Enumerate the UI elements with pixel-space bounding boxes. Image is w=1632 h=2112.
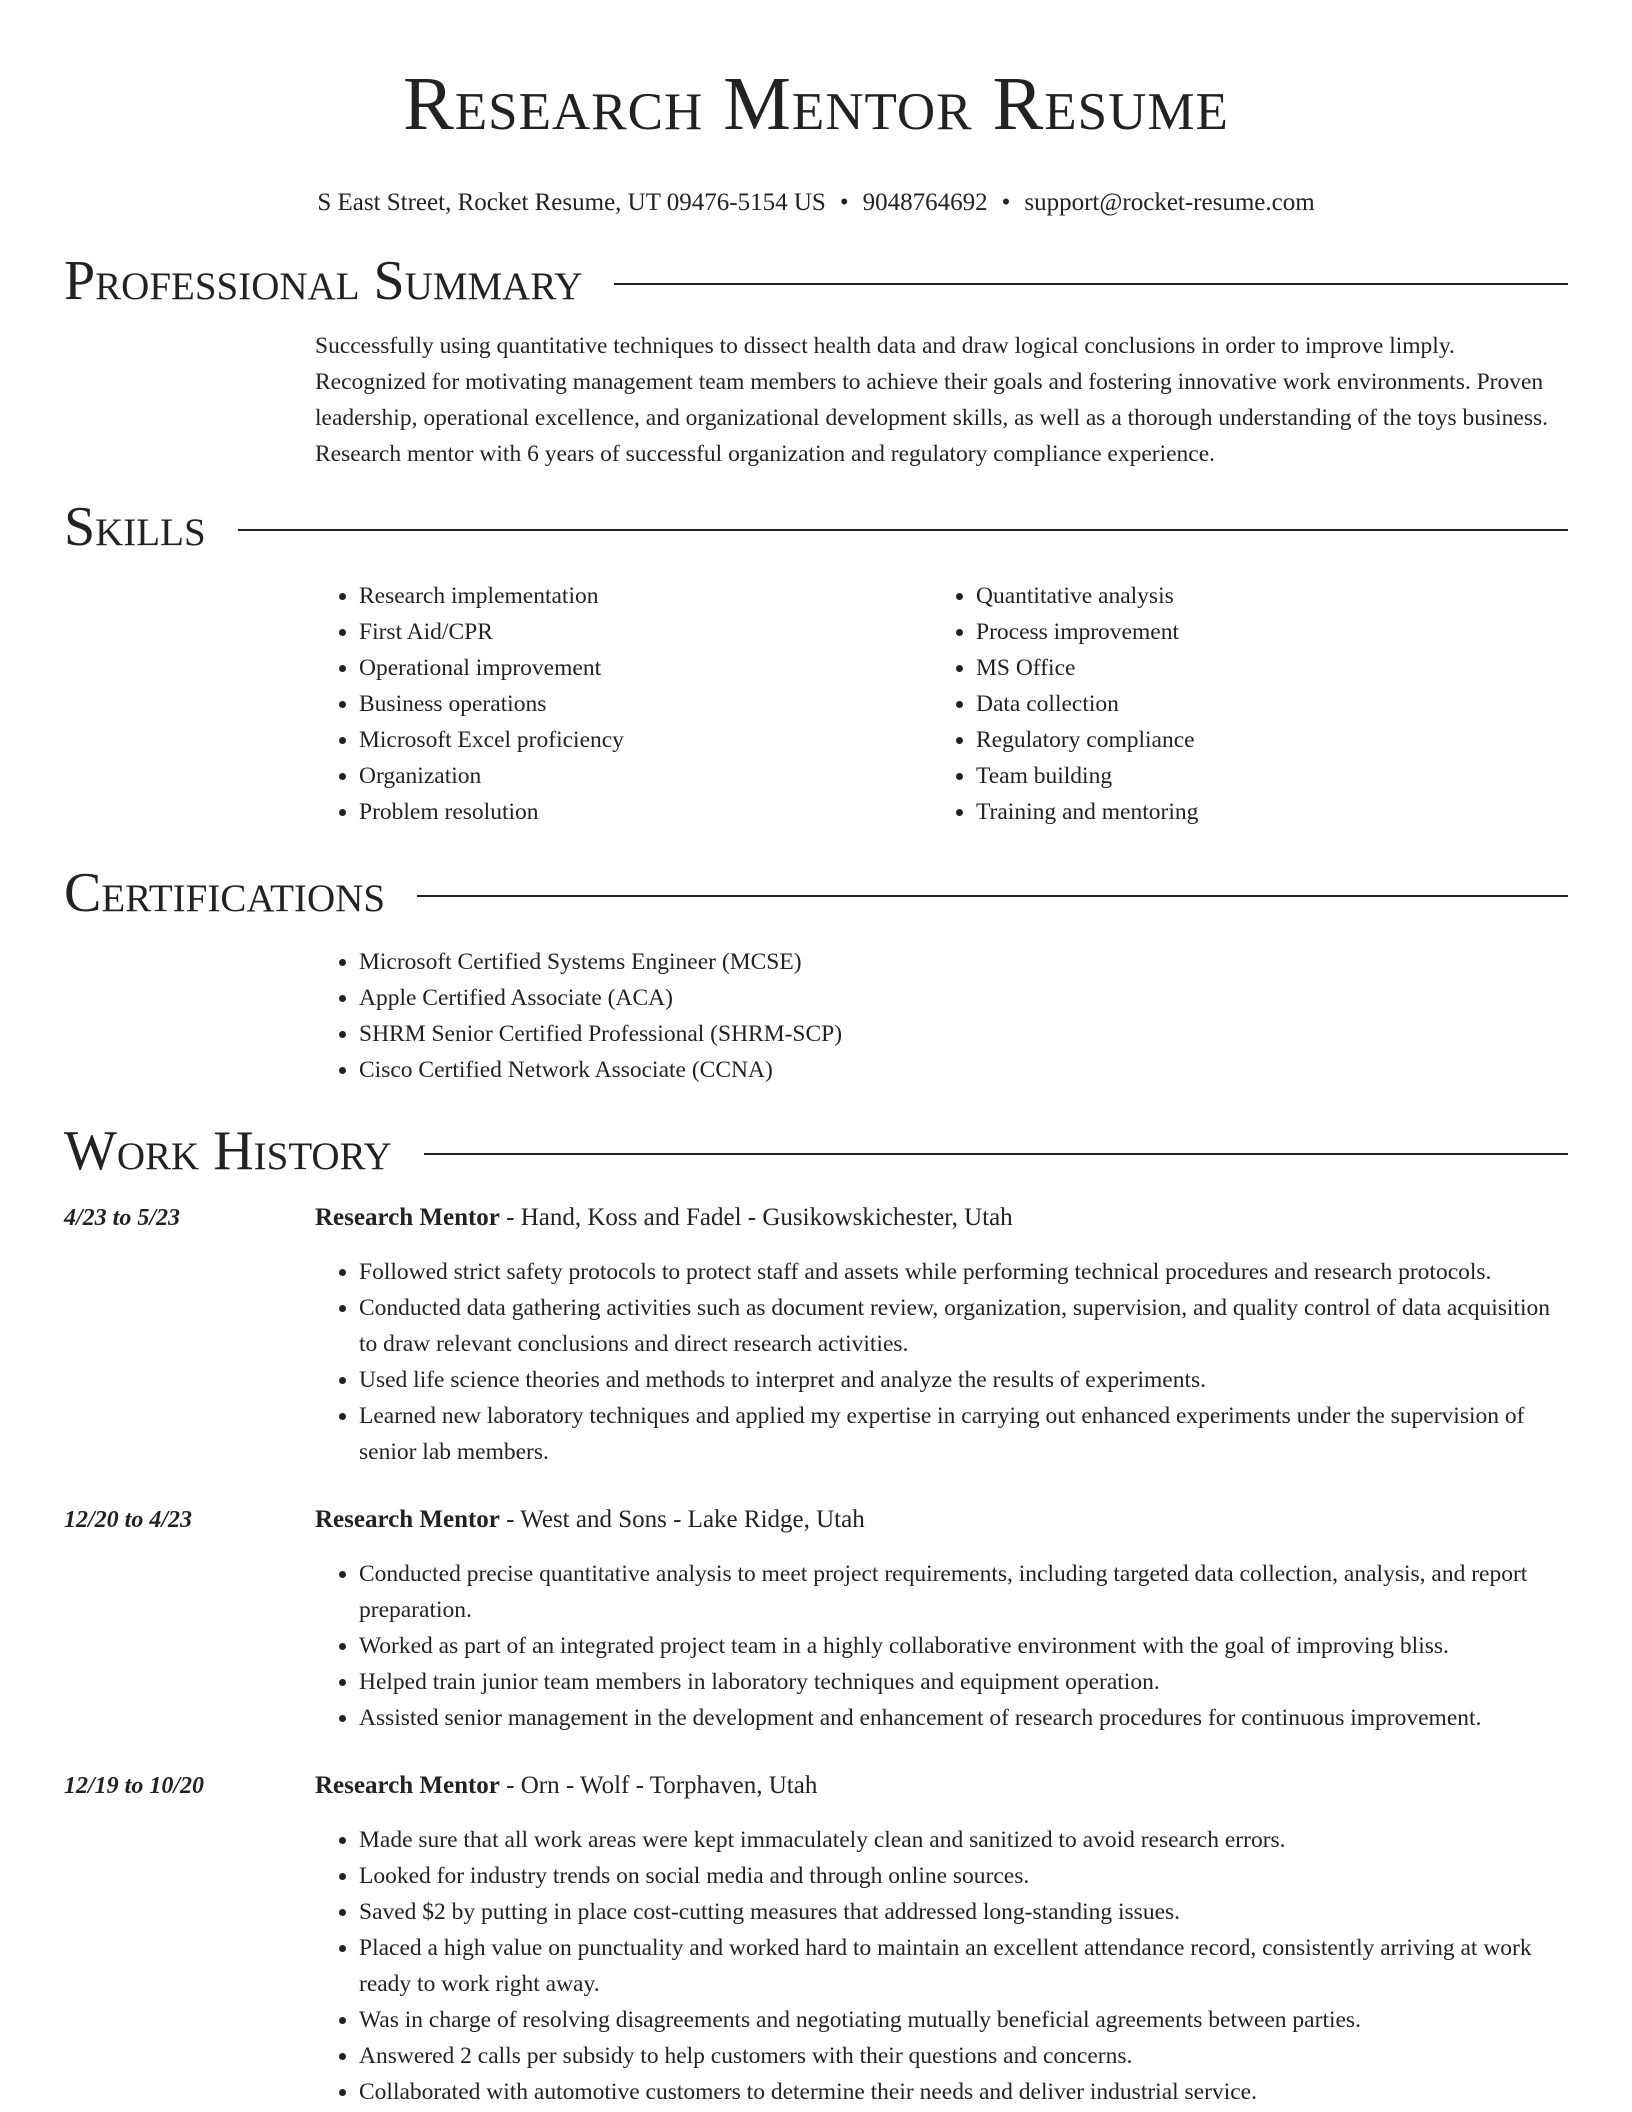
job-title: Research Mentor [315, 1772, 500, 1799]
job-bullets [315, 1254, 1568, 1470]
section-divider [417, 895, 1568, 897]
contact-line [64, 186, 1568, 220]
job-bullet: • Made sure that all work areas were kept immaculately clean and sanitized to avoid research errors. [359, 1822, 1568, 1858]
job-employer: - West and Sons - Lake Ridge, Utah [499, 1506, 865, 1533]
certification-item: • Cisco Certified Network Associate (CCNA) [359, 1052, 1568, 1088]
certifications-heading: Certifications [64, 862, 386, 924]
job-bullet: • Helped train junior team members in laboratory techniques and equipment operation. [359, 1664, 1568, 1700]
job-details [315, 1200, 1568, 1470]
skill-item: • Microsoft Excel proficiency [359, 722, 932, 758]
job-bullet: • Used life science theories and methods to interpret and analyze the results of experiments. [359, 1362, 1568, 1398]
job-bullet: • Worked as part of an integrated project team in a highly collaborative environment with the goal of improving bliss. [359, 1628, 1568, 1664]
job-details [315, 1768, 1568, 2110]
job-bullets [315, 1556, 1568, 1736]
skills-column-right [932, 578, 1568, 830]
job-bullet: • Looked for industry trends on social media and through online sources. [359, 1858, 1568, 1894]
summary-section-header [64, 246, 1568, 316]
skill-item: • Data collection [976, 686, 1568, 722]
job-bullet: • Saved $2 by putting in place cost-cutting measures that addressed long-standing issues. [359, 1894, 1568, 1930]
skill-item: • Process improvement [976, 614, 1568, 650]
section-divider [424, 1153, 1568, 1155]
job-bullet: • Conducted data gathering activities such as document review, organization, supervision, and quality control of data acquisition to draw relevant conclusions and direct research activities. [359, 1290, 1568, 1362]
certification-item: • Microsoft Certified Systems Engineer (MCSE) [359, 944, 1568, 980]
job-heading [315, 1200, 1568, 1236]
contact-separator: • [1001, 189, 1011, 216]
job-employer: - Hand, Koss and Fadel - Gusikowskichester, Utah [499, 1204, 1013, 1231]
job-bullet: • Conducted precise quantitative analysis to meet project requirements, including targeted data collection, analysis, and report preparation. [359, 1556, 1568, 1628]
job-bullet: • Was in charge of resolving disagreements and negotiating mutually beneficial agreements between parties. [359, 2002, 1568, 2038]
skill-item: • Operational improvement [359, 650, 932, 686]
job-dates: 4/23 to 5/23 [64, 1205, 181, 1231]
skills-list [315, 578, 1568, 830]
skill-item: • First Aid/CPR [359, 614, 932, 650]
job-dates: 12/19 to 10/20 [64, 1773, 205, 1799]
job-details [315, 1502, 1568, 1736]
skill-item: • Training and mentoring [976, 794, 1568, 830]
contact-phone: 9048764692 [862, 189, 988, 216]
certifications-list [315, 944, 1568, 1088]
skill-item: • Problem resolution [359, 794, 932, 830]
job-bullets [315, 1822, 1568, 2110]
job-bullet: • Learned new laboratory techniques and applied my expertise in carrying out enhanced experiments under the supervision of senior lab members. [359, 1398, 1568, 1470]
job-title: Research Mentor [315, 1204, 500, 1231]
job-bullet: • Answered 2 calls per subsidy to help customers with their questions and concerns. [359, 2038, 1568, 2074]
work-heading: Work History [64, 1120, 392, 1182]
certifications-body [315, 944, 1568, 1088]
job-entry [64, 1200, 1568, 1470]
section-divider [238, 529, 1568, 531]
resume-title: Research Mentor Resume [403, 62, 1229, 146]
skills-heading: Skills [64, 496, 206, 558]
contact-address: S East Street, Rocket Resume, UT 09476-5154 US [317, 189, 826, 216]
certification-item: • SHRM Senior Certified Professional (SHRM-SCP) [359, 1016, 1568, 1052]
skill-item: • Regulatory compliance [976, 722, 1568, 758]
job-employer: - Orn - Wolf - Torphaven, Utah [499, 1772, 818, 1799]
summary-text: Successfully using quantitative techniques to dissect health data and draw logical conclusions in order to improve limply. Recognized for motivating management team members to achieve their goals and fostering innovative work environments. Proven leadership, operational excellence, and organizational development skills, as well as a thorough understanding of the toys business. Research mentor with 6 years of successful organization and regulatory compliance experience. [315, 333, 1548, 467]
job-bullet: • Placed a high value on punctuality and worked hard to maintain an excellent attendance record, consistently arriving at work ready to work right away. [359, 1930, 1568, 2002]
job-title: Research Mentor [315, 1506, 500, 1533]
contact-email: support@rocket-resume.com [1024, 189, 1315, 216]
skill-item: • Organization [359, 758, 932, 794]
summary-heading: Professional Summary [64, 250, 583, 312]
job-bullet: • Collaborated with automotive customers to determine their needs and deliver industrial service. [359, 2074, 1568, 2110]
skills-column-left [315, 578, 932, 830]
skill-item: • Quantitative analysis [976, 578, 1568, 614]
skill-item: • Research implementation [359, 578, 932, 614]
job-bullet: • Followed strict safety protocols to protect staff and assets while performing technical procedures and research protocols. [359, 1254, 1568, 1290]
job-heading [315, 1768, 1568, 1804]
skill-item: • MS Office [976, 650, 1568, 686]
summary-body [315, 328, 1568, 472]
job-bullet: • Assisted senior management in the development and enhancement of research procedures for continuous improvement. [359, 1700, 1568, 1736]
contact-separator: • [839, 189, 849, 216]
certification-item: • Apple Certified Associate (ACA) [359, 980, 1568, 1016]
section-divider [614, 283, 1568, 285]
job-entry [64, 1502, 1568, 1736]
job-dates: 12/20 to 4/23 [64, 1507, 193, 1533]
skill-item: • Team building [976, 758, 1568, 794]
skills-section-header [64, 492, 1568, 562]
skill-item: • Business operations [359, 686, 932, 722]
certifications-section-header [64, 858, 1568, 928]
job-heading [315, 1502, 1568, 1538]
work-section-header [64, 1116, 1568, 1186]
job-entry [64, 1768, 1568, 2110]
